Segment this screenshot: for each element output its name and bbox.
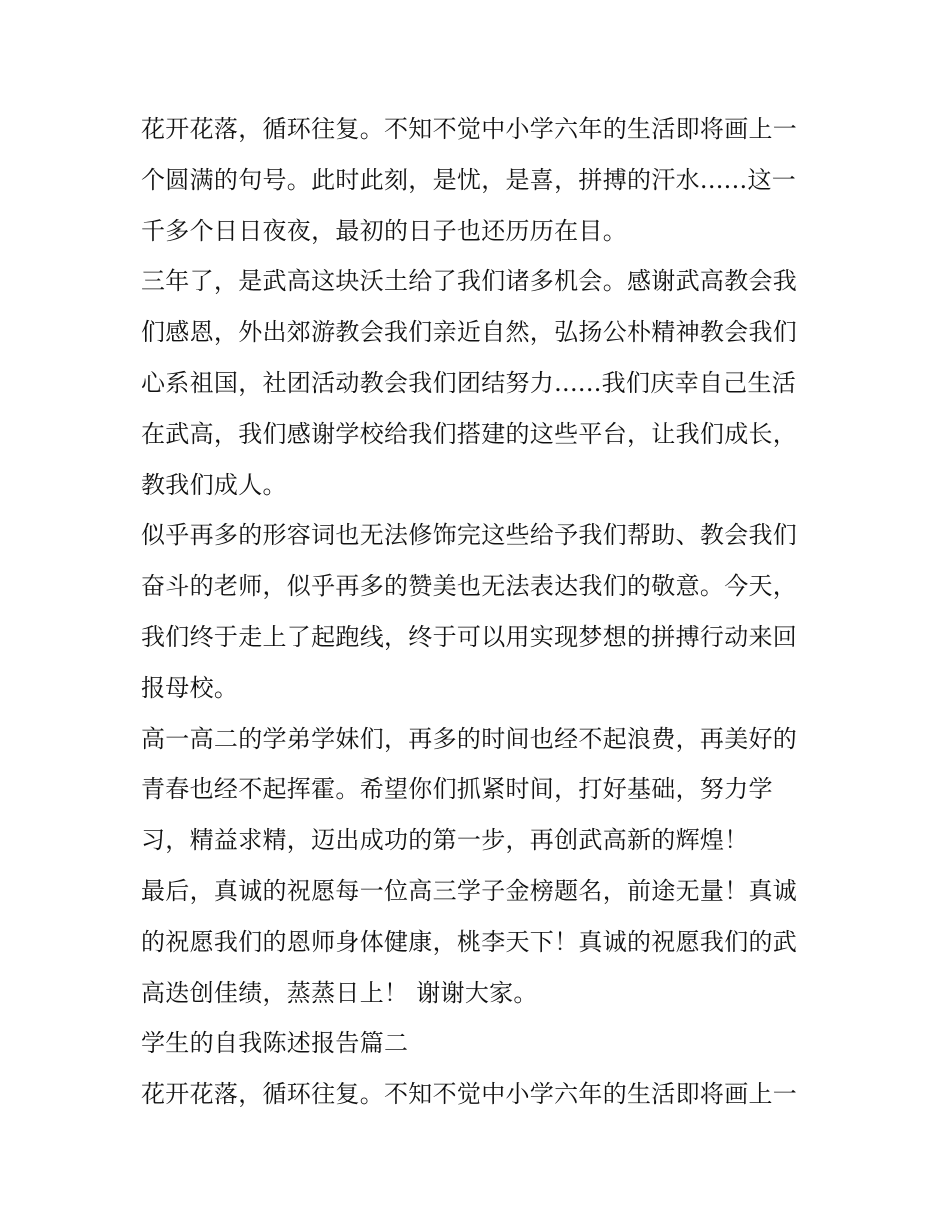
text-line: 最后，真诚的祝愿每一位高三学子金榜题名，前途无量！真诚: [141, 876, 798, 905]
text-line: 的祝愿我们的恩师身体健康，桃李天下！真诚的祝愿我们的武: [141, 927, 798, 956]
paragraph-gratitude-school: [141, 256, 821, 510]
text-line: 青春也经不起挥霍。希望你们抓紧时间，打好基础，努力学: [141, 775, 773, 804]
paragraph-gratitude-teachers: [141, 510, 821, 713]
text-line: 学生的自我陈述报告篇二: [141, 1029, 409, 1058]
text-line: 奋斗的老师，似乎再多的赞美也无法表达我们的敬意。今天，: [141, 572, 798, 601]
section-heading: [141, 1018, 821, 1069]
text-line: 报母校。: [141, 673, 239, 702]
paragraph-closing-wishes: [141, 866, 821, 1018]
text-line: 似乎再多的形容词也无法修饰完这些给予我们帮助、教会我们: [141, 521, 798, 550]
text-line: 们感恩，外出郊游教会我们亲近自然，弘扬公朴精神教会我们: [141, 318, 798, 347]
document-body: [141, 104, 821, 1120]
text-line: 高一高二的学弟学妹们，再多的时间也经不起浪费，再美好的: [141, 724, 798, 753]
text-line: 千多个日日夜夜，最初的日子也还历历在目。: [141, 216, 627, 245]
text-line: 花开花落，循环往复。不知不觉中小学六年的生活即将画上一: [141, 1080, 798, 1109]
text-line: 个圆满的句号。此时此刻，是忧，是喜，拼搏的汗水......这一: [141, 165, 797, 194]
paragraph-graduation-intro: [141, 104, 821, 256]
text-line: 心系祖国，社团活动教会我们团结努力......我们庆幸自己生活: [141, 368, 797, 397]
text-line: 我们终于走上了起跑线，终于可以用实现梦想的拼搏行动来回: [141, 622, 798, 651]
paragraph-section-two-intro: [141, 1069, 821, 1120]
text-line: 习，精益求精，迈出成功的第一步，再创武高新的辉煌！: [141, 826, 749, 855]
text-line: 高迭创佳绩，蒸蒸日上！ 谢谢大家。: [141, 978, 538, 1007]
paragraph-juniors-message: [141, 714, 821, 866]
text-line: 在武高，我们感谢学校给我们搭建的这些平台，让我们成长，: [141, 419, 798, 448]
text-line: 花开花落，循环往复。不知不觉中小学六年的生活即将画上一: [141, 115, 798, 143]
text-line: 教我们成人。: [141, 470, 287, 499]
text-line: 三年了，是武高这块沃土给了我们诸多机会。感谢武高教会我: [141, 267, 798, 296]
